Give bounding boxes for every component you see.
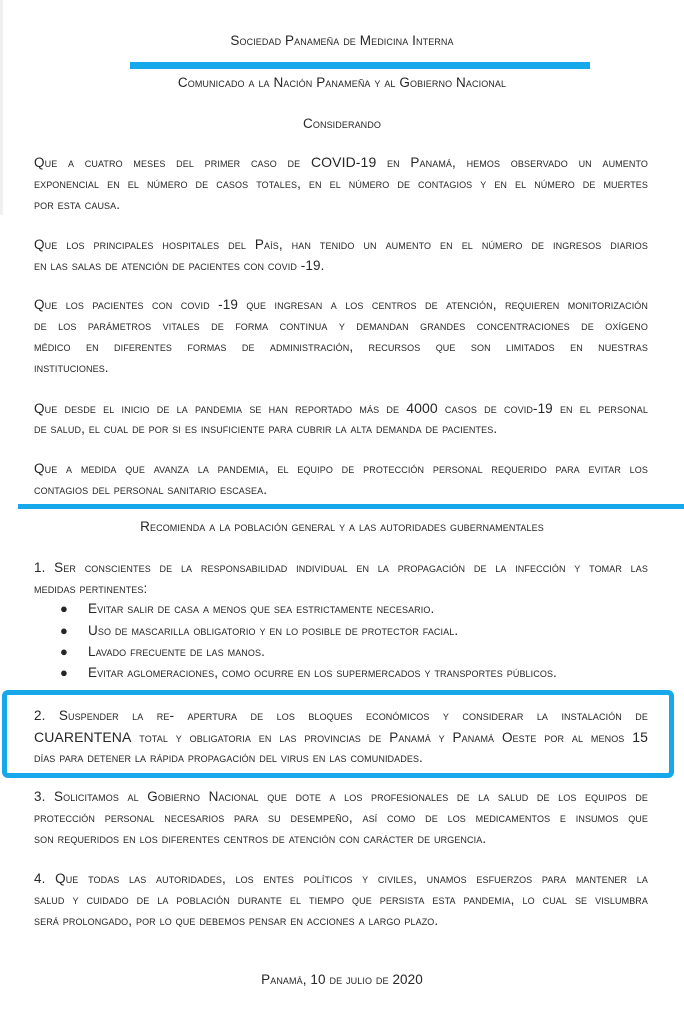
considerando-1-line-1: Que a cuatro meses del primer caso de COVID-19 en Panamá, hemos observado un aumento [34, 154, 649, 170]
bullet-dot: ● [60, 601, 68, 616]
recommendation-1-line-2: medidas pertinentes: [34, 581, 148, 596]
considerando-3-line-3: médico en diferentes formas de administración, recursos que son limitados en nuestras [34, 339, 648, 354]
considerando-1-line-3: por esta causa. [34, 197, 121, 212]
recommendation-3-line-2: protección personal necesarios para su desempeño, así como de los medicamentos e insumos que [34, 810, 648, 825]
considerando-4-line-1: Que desde el inicio de la pandemia se han reportado más de 4000 casos de covid-19 en el personal [34, 400, 648, 416]
bullet-dot: ● [60, 644, 68, 659]
title-highlight-bar [130, 62, 590, 69]
bullet-item-3: Lavado frecuente de las manos. [88, 644, 265, 659]
bullet-item-2: Uso de mascarilla obligatorio y en lo posible de protector facial. [88, 623, 459, 638]
considerando-3-line-1: Que los pacientes con covid -19 que ingresan a los centros de atención, requieren monitorización [34, 297, 648, 312]
signoff-date: Panamá, 10 de julio de 2020 [261, 972, 423, 987]
considerando-5-line-2: contagios del personal sanitario escasea. [34, 482, 268, 497]
considering-heading: Considerando [303, 116, 381, 131]
recommendation-4-line-2: salud y cuidado de la población durante el tiempo que persista esta pandemia, lo cual se vislumbra [34, 892, 648, 907]
recommendation-2-line-2: CUARENTENA total y obligatoria en las provincias de Panamá y Panamá Oeste por al menos 15 [34, 729, 648, 745]
recommendation-1-line-1: 1. Ser conscientes de la responsabilidad individual en la propagación de la infección y tomar las [34, 560, 648, 575]
recommendation-4-line-3: será prolongado, por lo que debemos pensar en acciones a largo plazo. [34, 913, 439, 928]
bullet-dot: ● [60, 665, 68, 680]
considerando-2-line-1: Que los principales hospitales del País, han tenido un aumento en el número de ingresos diarios [34, 237, 648, 252]
considerando-5-line-1: Que a medida que avanza la pandemia, el equipo de protección personal requerido para evitar los [34, 461, 648, 476]
considerando-2-line-2: en las salas de atención de pacientes con covid -19. [34, 258, 325, 273]
bullet-item-1: Evitar salir de casa a menos que sea estrictamente necesario. [88, 601, 435, 616]
considerando-4-line-2: de salud, el cual de por si es insuficiente para cubrir la alta demanda de pacientes. [34, 421, 498, 436]
organization-title: Sociedad Panameña de Medicina Interna [230, 33, 454, 48]
considerando-1-line-2: exponencial en el número de casos totales, en el número de contagios y en el número de muertes [34, 176, 648, 191]
recommends-heading: Recomienda a la población general y a las autoridades gubernamentales [140, 519, 544, 534]
recommendation-4-line-1: 4. Que todas las autoridades, los entes políticos y civiles, unamos esfuerzos para mantener la [34, 871, 648, 886]
recommendation-2-line-1: 2. Suspender la re- apertura de los bloques económicos y considerar la instalación de [34, 708, 648, 723]
bullet-item-4: Evitar aglomeraciones, como ocurre en los supermercados y transportes públicos. [88, 665, 557, 680]
recommendation-3-line-3: son requeridos en los diferentes centros de atención con carácter de urgencia. [34, 831, 487, 846]
recommendation-2-line-3: días para detener la rápida propagación del virus en las comunidades. [34, 750, 423, 765]
communique-title: Comunicado a la Nación Panameña y al Gobierno Nacional [177, 75, 507, 90]
considerando-3-line-2: de los parámetros vitales de forma continua y demandan grandes concentraciones de oxígeno [34, 318, 648, 333]
bullet-dot: ● [60, 623, 68, 638]
considerando-3-line-4: instituciones. [34, 360, 109, 375]
recommendation-3-line-1: 3. Solicitamos al Gobierno Nacional que dote a los profesionales de la salud de los equipos de [34, 789, 648, 804]
section-divider-bar [18, 504, 684, 509]
